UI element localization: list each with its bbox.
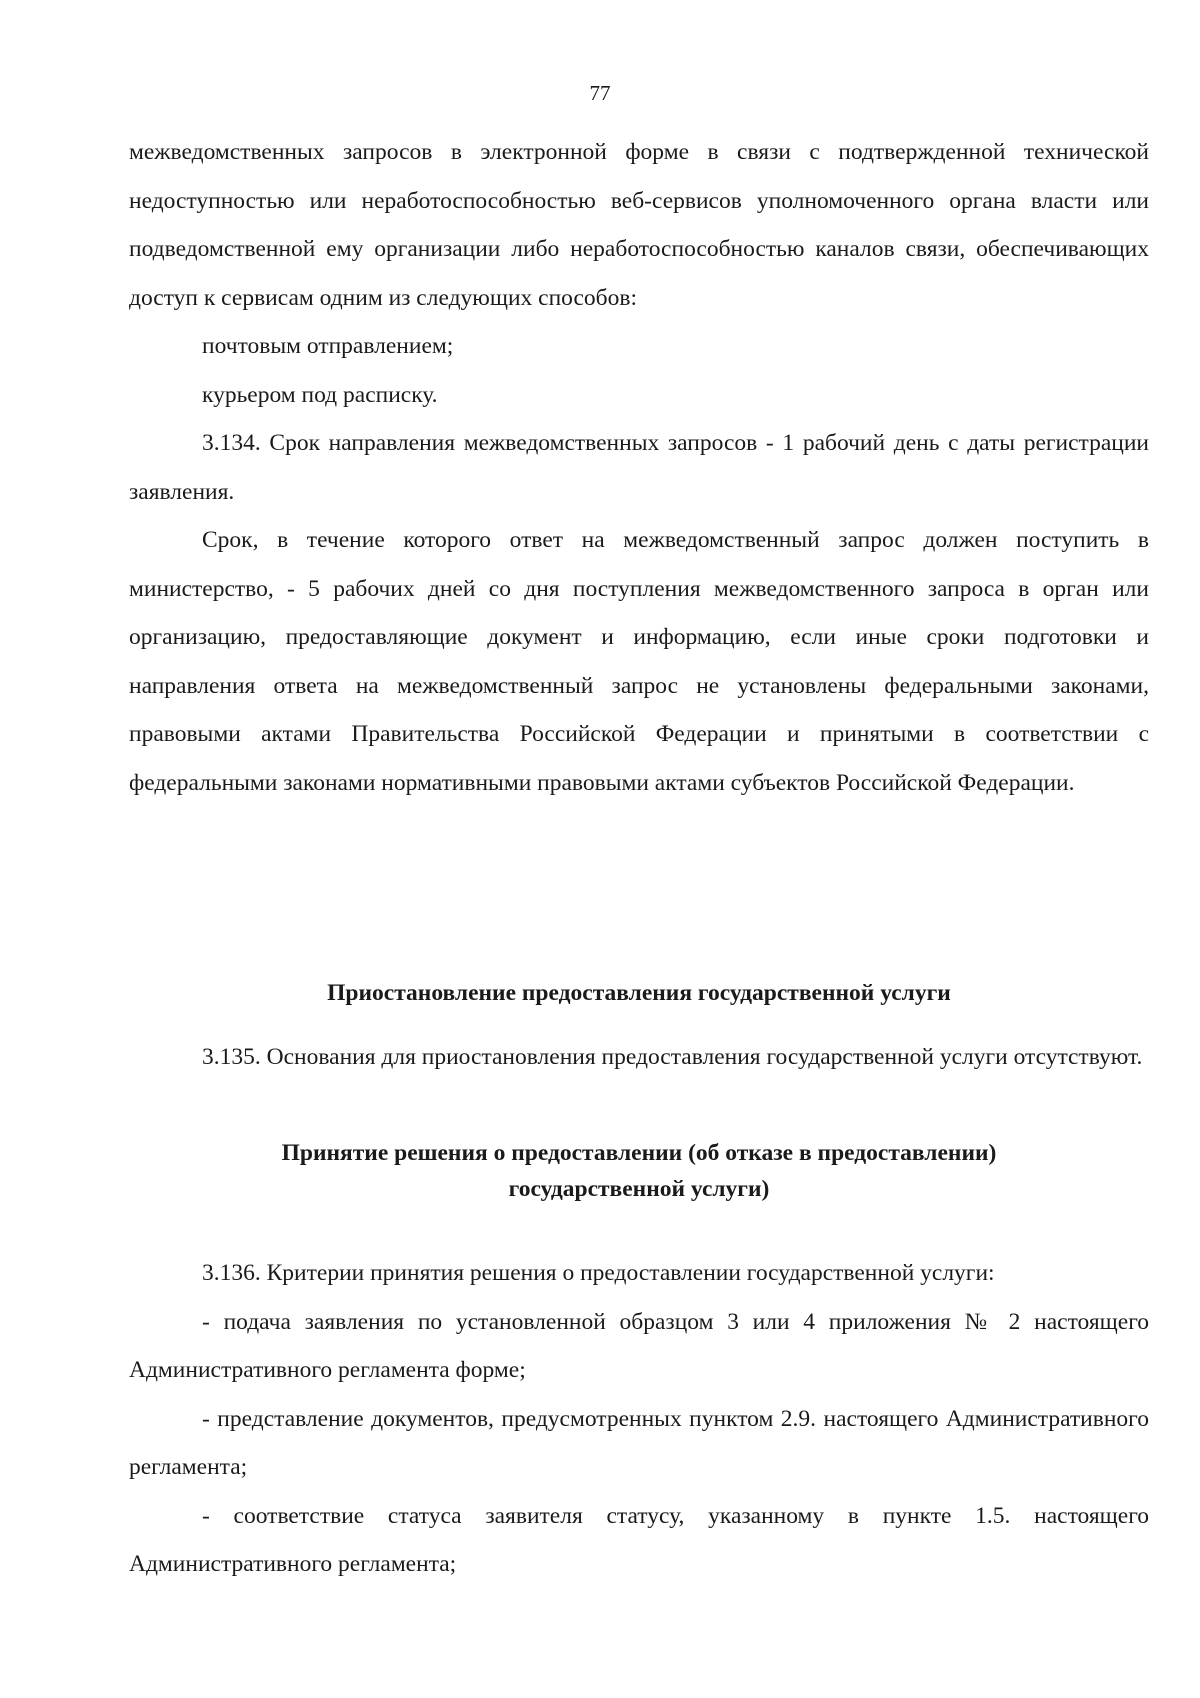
paragraph-response-term: Срок, в течение которого ответ на межведомственный запрос должен поступить в министерство, - 5 рабочих дней со дня поступления межведомственного запроса в орган или организацию, предоставляющие документ и информацию, если иные сроки подготовки и направления ответа на межведомственный запрос не установлены федеральными законами, правовыми актами Правительства Российской Федерации и принятыми в соответствии с федеральными законами нормативными правовыми актами субъектов Российской Федерации. (129, 527, 1149, 796)
criterion-documents: - представление документов, предусмотренных пунктом 2.9. настоящего Административного регламента; (129, 1405, 1149, 1480)
criterion-applicant-status: - соответствие статуса заявителя статусу, указанному в пункте 1.5. настоящего Административного регламента; (129, 1502, 1149, 1577)
section-suspension (129, 1033, 1149, 1082)
section-interagency-requests (129, 128, 1149, 807)
section-decision-criteria (129, 1249, 1149, 1589)
paragraph-3-135: 3.135. Основания для приостановления предоставления государственной услуги отсутствуют. (202, 1044, 1143, 1070)
list-item-postal: почтовым отправлением; (202, 333, 454, 359)
criterion-application-form: - подача заявления по установленной образцом 3 или 4 приложения № 2 настоящего Административного регламента форме; (129, 1308, 1149, 1383)
paragraph-intro: межведомственных запросов в электронной форме в связи с подтвержденной технической недоступностью или неработоспособностью веб-сервисов уполномоченного органа власти или подведомственной ему организации либо неработоспособностью каналов связи, обеспечивающих доступ к сервисам одним из следующих способов: (129, 139, 1149, 311)
heading-decision (129, 1135, 1149, 1207)
heading-suspension: Приостановление предоставления государственной услуги (327, 980, 951, 1006)
page-number: 77 (589, 81, 611, 105)
paragraph-3-136: 3.136. Критерии принятия решения о предоставлении государственной услуги: (202, 1260, 995, 1286)
heading-decision-line-1: Принятие решения о предоставлении (об отказе в предоставлении) (281, 1140, 997, 1166)
list-item-courier: курьером под расписку. (202, 381, 438, 408)
heading-decision-line-2: государственной услуги) (508, 1176, 770, 1202)
paragraph-3-134: 3.134. Срок направления межведомственных запросов - 1 рабочий день с даты регистрации заявления. (129, 430, 1149, 505)
